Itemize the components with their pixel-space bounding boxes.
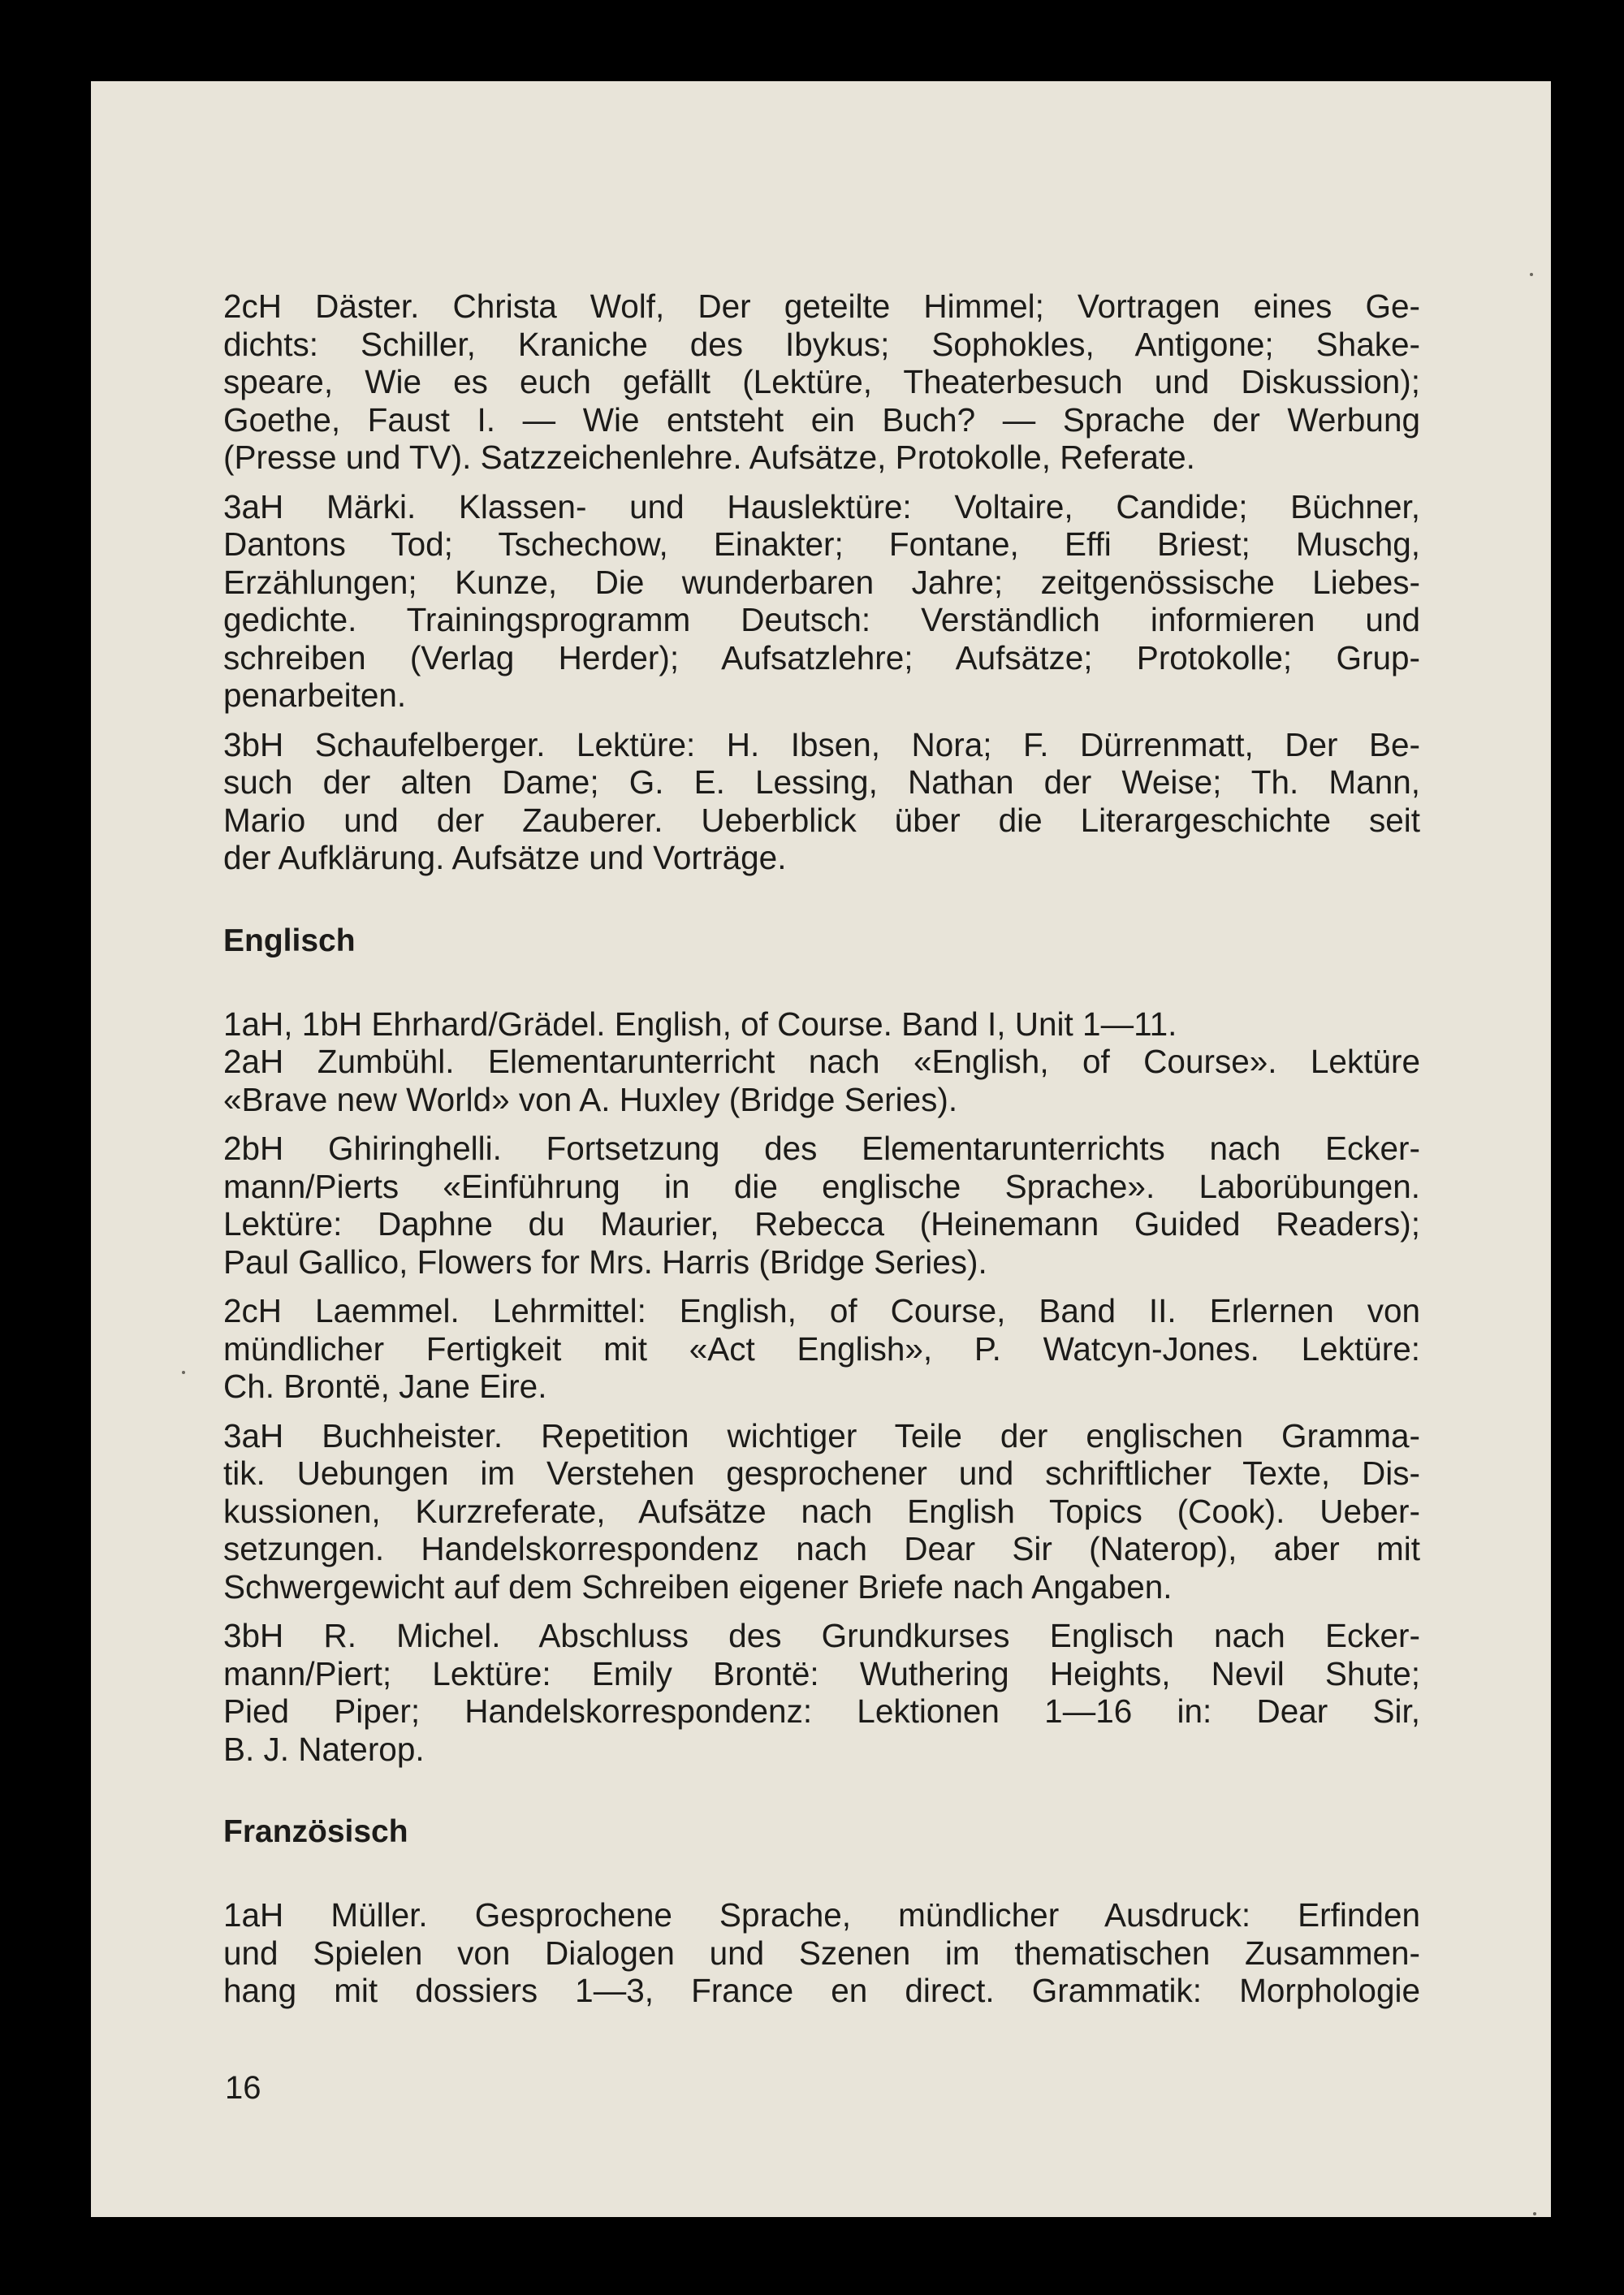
course-entry-2ch-laemmel [223,1292,1420,1406]
text-line: Mario und der Zauberer. Ueberblick über die Literargeschichte seit [223,801,1420,839]
course-entry-3ah-buchheister [223,1417,1420,1606]
course-entry-1ah-mueller [223,1896,1420,2010]
text-line: Schwergewicht auf dem Schreiben eigener Briefe nach Angaben. [223,1567,1173,1606]
course-entry-3bh-schaufelberger [223,726,1420,877]
text-line: Ch. Brontë, Jane Eire. [223,1368,547,1405]
text-line: Paul Gallico, Flowers for Mrs. Harris (Bridge Series). [223,1243,987,1281]
course-entry-2ch-daester [223,287,1420,477]
text-line: mann/Pierts «Einführung in die englische Sprache». Laborübungen. [223,1167,1420,1205]
text-line: 3aH Märki. Klassen- und Hauslektüre: Voltaire, Candide; Büchner, [223,487,1420,525]
text-line: und Spielen von Dialogen und Szenen im thematischen Zusammen- [223,1934,1420,1972]
text-line: 2bH Ghiringhelli. Fortsetzung des Elementarunterrichts nach Ecker- [223,1130,1420,1167]
text-line: penarbeiten. [223,676,407,714]
text-line: Pied Piper; Handelskorrespondenz: Lektionen 1—16 in: Dear Sir, [223,1692,1420,1730]
text-line: hang mit dossiers 1—3, France en direct. Grammatik: Morphologie [223,1972,1420,2009]
text-line: such der alten Dame; G. E. Lessing, Nathan der Weise; Th. Mann, [223,763,1420,801]
text-line: 3bH Schaufelberger. Lektüre: H. Ibsen, Nora; F. Dürrenmatt, Der Be- [223,725,1420,763]
text-line: schreiben (Verlag Herder); Aufsatzlehre; Aufsätze; Protokolle; Grup- [223,638,1420,676]
text-line: 2cH Däster. Christa Wolf, Der geteilte Himmel; Vortragen eines Ge- [223,287,1420,325]
text-line: mann/Piert; Lektüre: Emily Brontë: Wuthering Heights, Nevil Shute; [223,1654,1420,1692]
book-page [91,81,1551,2217]
text-line: tik. Uebungen im Verstehen gesprochener und schriftlicher Texte, Dis- [223,1454,1420,1492]
page-number: 16 [225,2070,261,2106]
text-line: (Presse und TV). Satzzeichenlehre. Aufsätze, Protokolle, Referate. [223,439,1195,476]
course-entry-3bh-michel [223,1617,1420,1768]
text-line: Goethe, Faust I. — Wie entsteht ein Buch? — Sprache der Werbung [223,400,1420,439]
text-line: «Brave new World» von A. Huxley (Bridge Series). [223,1080,958,1118]
text-line: 2cH Laemmel. Lehrmittel: English, of Course, Band II. Erlernen von [223,1292,1420,1329]
text-line: Lektüre: Daphne du Maurier, Rebecca (Heinemann Guided Readers); [223,1205,1420,1243]
text-line: kussionen, Kurzreferate, Aufsätze nach English Topics (Cook). Ueber- [223,1492,1420,1530]
section-heading-englisch: Englisch [223,923,356,958]
text-line: speare, Wie es euch gefällt (Lektüre, Theaterbesuch und Diskussion); [223,363,1420,400]
text-line: B. J. Naterop. [223,1730,425,1768]
scan-speck [1530,273,1533,276]
text-line: 3aH Buchheister. Repetition wichtiger Teile der englischen Gramma- [223,1416,1420,1454]
text-line: 1aH Müller. Gesprochene Sprache, mündlicher Ausdruck: Erfinden [223,1896,1420,1934]
course-entry-3ah-maerki [223,488,1420,715]
text-line: setzungen. Handelskorrespondenz nach Dear Sir (Naterop), aber mit [223,1530,1420,1567]
section-heading-franzoesisch: Französisch [223,1814,408,1849]
text-line: 2aH Zumbühl. Elementarunterricht nach «English, of Course». Lektüre [223,1043,1420,1080]
scan-speck [1533,2212,1536,2215]
scan-speck [182,1371,185,1374]
course-entry-2ah-zumbuehl [223,1043,1420,1118]
text-line: Dantons Tod; Tschechow, Einakter; Fontane, Effi Briest; Muschg, [223,525,1420,563]
text-line: 3bH R. Michel. Abschluss des Grundkurses Englisch nach Ecker- [223,1617,1420,1654]
text-line: dichts: Schiller, Kraniche des Ibykus; Sophokles, Antigone; Shake- [223,325,1420,363]
course-entry-1ah-1bh-ehrhard-graedel [223,1005,1420,1044]
text-line: gedichte. Trainingsprogramm Deutsch: Verständlich informieren und [223,601,1420,638]
text-line: der Aufklärung. Aufsätze und Vorträge. [223,839,787,876]
text-line: mündlicher Fertigkeit mit «Act English», P. Watcyn-Jones. Lektüre: [223,1329,1420,1368]
page-content [223,287,1420,2021]
text-line: Erzählungen; Kunze, Die wunderbaren Jahre; zeitgenössische Liebes- [223,563,1420,601]
text-line: 1aH, 1bH Ehrhard/Grädel. English, of Course. Band I, Unit 1—11. [223,1005,1177,1043]
course-entry-2bh-ghiringhelli [223,1130,1420,1281]
